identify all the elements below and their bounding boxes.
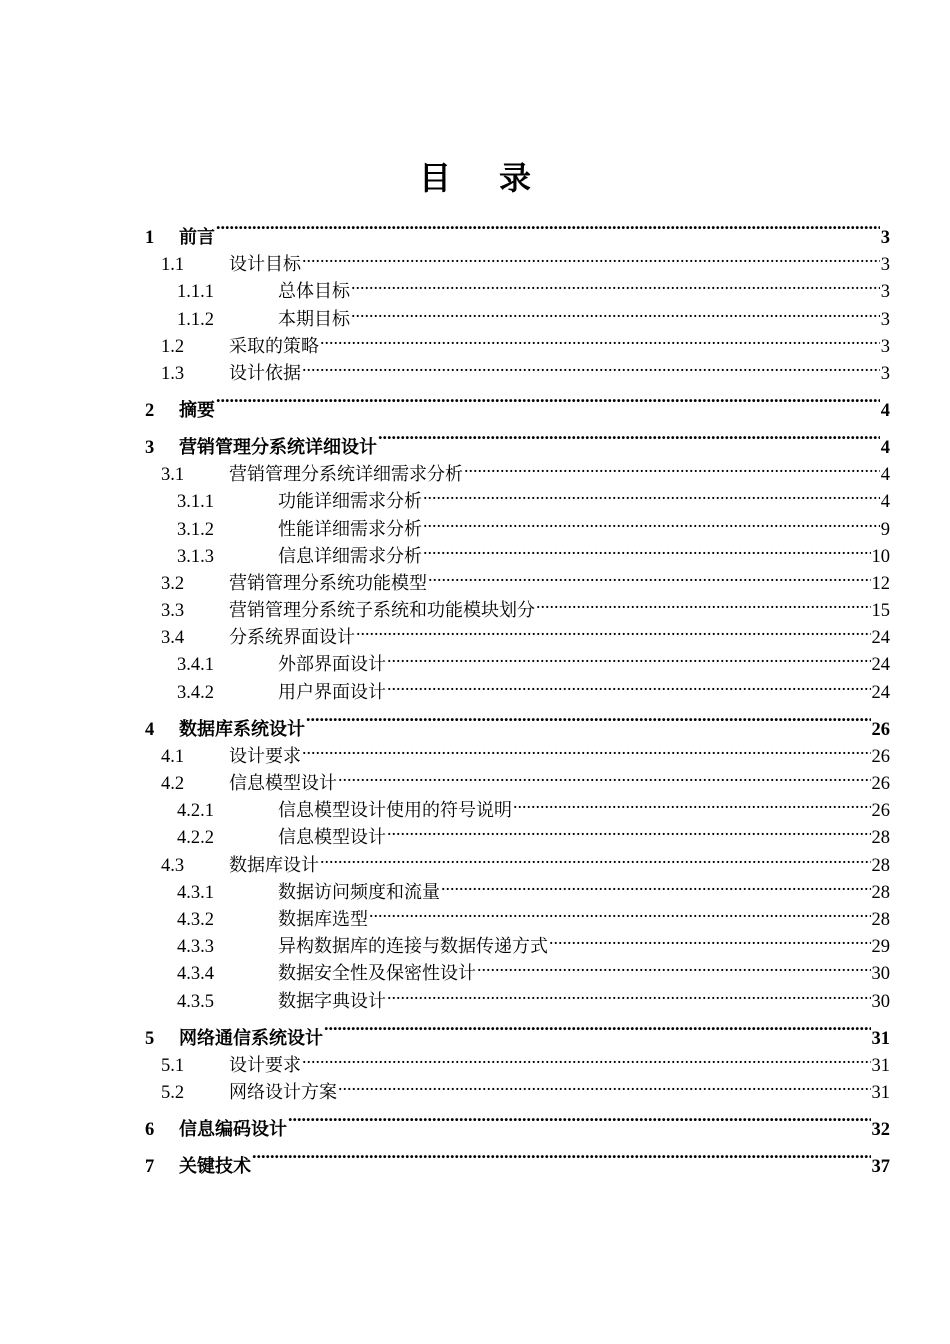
toc-entry-title: 异构数据库的连接与数据传递方式 — [278, 936, 548, 958]
toc-entry-number: 1.1.1 — [177, 282, 214, 303]
toc-title-char-1: 目 — [418, 159, 451, 197]
toc-dot-leader — [423, 507, 880, 534]
toc-entry-page-number: 24 — [871, 682, 890, 703]
toc-entry-number: 1.1.2 — [177, 309, 214, 330]
toc-entry-title: 网络设计方案 — [229, 1081, 337, 1103]
toc-entry-page-number: 3 — [880, 309, 890, 330]
toc-entry-number: 4.3.5 — [177, 991, 214, 1012]
toc-dot-leader — [477, 952, 871, 979]
toc-dot-leader — [320, 325, 880, 352]
toc-dot-leader — [351, 297, 880, 324]
toc-entry-page-number: 30 — [871, 991, 890, 1012]
toc-entry-page-number: 4 — [880, 400, 890, 421]
toc-dot-leader — [216, 206, 880, 243]
toc-entry-title: 数据字典设计 — [278, 990, 386, 1012]
toc-entry-page-number: 37 — [871, 1156, 890, 1177]
toc-dot-leader — [338, 762, 871, 789]
toc-entry-page-number: 4 — [880, 437, 890, 458]
toc-entry-page-number: 4 — [880, 492, 890, 513]
toc-entry-page-number: 29 — [871, 937, 890, 958]
toc-dot-leader — [288, 1098, 871, 1135]
toc-entry-number: 3.1.2 — [177, 519, 214, 540]
toc-entry-title: 设计依据 — [229, 362, 301, 384]
toc-entry-page-number: 15 — [871, 601, 890, 622]
toc-entry-number: 6 — [145, 1119, 155, 1140]
toc-entry-number: 4.2.1 — [177, 801, 214, 822]
toc-entry-title: 设计要求 — [229, 1054, 301, 1076]
toc-entry-page-number: 24 — [871, 628, 890, 649]
toc-dot-leader — [320, 843, 871, 870]
toc-entry-level-1[interactable] — [145, 1135, 890, 1177]
toc-entry-number: 3.1 — [161, 465, 185, 486]
table-of-contents — [145, 206, 890, 1177]
toc-entry-page-number: 28 — [871, 855, 890, 876]
toc-dot-leader — [387, 979, 871, 1006]
toc-dot-leader — [387, 670, 871, 697]
toc-entry-title: 信息模型设计使用的符号说明 — [278, 800, 512, 822]
toc-dot-leader — [378, 416, 880, 453]
toc-entry-title: 外部界面设计 — [278, 654, 386, 676]
toc-dot-leader — [387, 816, 871, 843]
toc-entry-page-number: 31 — [871, 1082, 890, 1103]
toc-entry-title: 营销管理分系统详细需求分析 — [229, 464, 463, 486]
toc-dot-leader — [441, 871, 871, 898]
toc-dot-leader — [252, 1135, 871, 1172]
toc-entry-title: 性能详细需求分析 — [278, 518, 422, 540]
toc-entry-number: 3.1.3 — [177, 546, 214, 567]
toc-entry-title: 营销管理分系统功能模型 — [229, 572, 427, 594]
toc-title — [0, 152, 950, 204]
toc-entry-number: 4.3.3 — [177, 937, 214, 958]
toc-entry-title: 采取的策略 — [229, 335, 319, 357]
toc-entry-number: 3.1.1 — [177, 492, 214, 513]
toc-dot-leader — [536, 589, 871, 616]
toc-entry-page-number: 3 — [880, 228, 890, 248]
toc-entry-title: 信息编码设计 — [179, 1118, 287, 1140]
toc-entry-title: 数据安全性及保密性设计 — [278, 963, 476, 985]
toc-entry-page-number: 24 — [871, 655, 890, 676]
toc-dot-leader — [464, 453, 880, 480]
toc-entry-page-number: 9 — [880, 519, 890, 540]
toc-entry-number: 1.3 — [161, 363, 185, 384]
toc-entry-number: 4.1 — [161, 746, 185, 767]
toc-entry-level-1[interactable] — [145, 206, 890, 248]
toc-entry-title: 数据访问频度和流量 — [278, 881, 440, 903]
toc-entry-page-number: 4 — [880, 465, 890, 486]
toc-entry-number: 4.2.2 — [177, 828, 214, 849]
toc-entry-title: 数据库选型 — [278, 908, 368, 930]
toc-entry-number: 4.3.1 — [177, 882, 214, 903]
toc-dot-leader — [302, 243, 880, 270]
toc-dot-leader — [549, 925, 871, 952]
toc-entry-title: 总体目标 — [278, 281, 350, 303]
toc-entry-number: 7 — [145, 1156, 155, 1177]
toc-entry-title: 用户界面设计 — [278, 681, 386, 703]
toc-entry-level-1[interactable] — [145, 379, 890, 421]
toc-entry-title: 信息模型设计 — [278, 827, 386, 849]
toc-entry-number: 4.2 — [161, 774, 185, 794]
toc-entry-page-number: 26 — [871, 801, 890, 822]
toc-entry-page-number: 3 — [880, 363, 890, 384]
toc-dot-leader — [338, 1071, 871, 1098]
toc-entry-number: 5 — [145, 1028, 155, 1049]
toc-entry-title: 营销管理分系统子系统和功能模块划分 — [229, 600, 535, 622]
toc-entry-page-number: 3 — [880, 255, 890, 276]
toc-dot-leader — [302, 1044, 871, 1071]
toc-entry-page-number: 26 — [871, 719, 890, 740]
toc-entry-number: 5.1 — [161, 1055, 185, 1076]
toc-entry-title: 分系统界面设计 — [229, 627, 355, 649]
toc-entry-title: 摘要 — [179, 399, 215, 421]
toc-entry-page-number: 26 — [871, 774, 890, 794]
toc-dot-leader — [387, 643, 871, 670]
toc-entry-page-number: 31 — [871, 1055, 890, 1076]
toc-entry-page-number: 28 — [871, 882, 890, 903]
toc-entry-page-number: 3 — [880, 282, 890, 303]
toc-entry-level-1[interactable] — [145, 416, 890, 458]
toc-entry-title: 信息详细需求分析 — [278, 545, 422, 567]
toc-entry-page-number: 31 — [871, 1028, 890, 1049]
toc-dot-leader — [356, 616, 871, 643]
toc-dot-leader — [428, 562, 871, 589]
toc-entry-title: 设计目标 — [229, 254, 301, 276]
toc-entry-title: 数据库系统设计 — [179, 718, 305, 740]
toc-entry-title: 数据库设计 — [229, 854, 319, 876]
toc-dot-leader — [351, 270, 880, 297]
toc-entry-page-number: 28 — [871, 909, 890, 930]
toc-entry-number: 3.2 — [161, 573, 185, 594]
toc-entry-number: 1 — [145, 228, 155, 248]
toc-entry-number: 3.4.1 — [177, 655, 214, 676]
toc-entry-number: 4.3.2 — [177, 909, 214, 930]
toc-dot-leader — [423, 535, 871, 562]
toc-entry-title: 信息模型设计 — [229, 773, 337, 794]
toc-dot-leader — [513, 789, 871, 816]
toc-entry-title: 关键技术 — [179, 1155, 251, 1177]
toc-entry-page-number: 12 — [871, 573, 890, 594]
toc-dot-leader — [423, 480, 880, 507]
toc-entry-page-number: 10 — [871, 546, 890, 567]
toc-entry-title: 网络通信系统设计 — [179, 1027, 323, 1049]
toc-dot-leader — [302, 735, 871, 762]
toc-entry-title: 设计要求 — [229, 745, 301, 767]
toc-dot-leader — [216, 379, 880, 416]
toc-entry-number: 4 — [145, 719, 155, 740]
toc-entry-number: 1.1 — [161, 255, 185, 276]
toc-entry-number: 4.3.4 — [177, 964, 214, 985]
toc-entry-page-number: 28 — [871, 828, 890, 849]
toc-dot-leader — [369, 898, 871, 925]
toc-entry-level-2[interactable] — [145, 243, 890, 276]
toc-entry-title: 功能详细需求分析 — [278, 491, 422, 513]
toc-dot-leader — [306, 698, 871, 735]
toc-entry-title: 本期目标 — [278, 308, 350, 330]
toc-entry-number: 2 — [145, 400, 155, 421]
toc-entry-page-number: 3 — [880, 336, 890, 357]
toc-entry-number: 3 — [145, 437, 155, 458]
toc-entry-number: 3.4 — [161, 628, 185, 649]
toc-entry-title: 前言 — [179, 227, 215, 248]
toc-entry-number: 3.3 — [161, 601, 185, 622]
toc-dot-leader — [302, 352, 880, 379]
toc-entry-page-number: 26 — [871, 746, 890, 767]
toc-entry-number: 1.2 — [161, 336, 185, 357]
toc-entry-title: 营销管理分系统详细设计 — [179, 436, 377, 458]
toc-entry-number: 5.2 — [161, 1082, 185, 1103]
toc-entry-number: 4.3 — [161, 855, 185, 876]
toc-dot-leader — [324, 1007, 871, 1044]
toc-entry-page-number: 32 — [871, 1119, 890, 1140]
toc-entry-page-number: 30 — [871, 964, 890, 985]
toc-entry-number: 3.4.2 — [177, 682, 214, 703]
toc-title-char-2: 录 — [499, 159, 532, 197]
